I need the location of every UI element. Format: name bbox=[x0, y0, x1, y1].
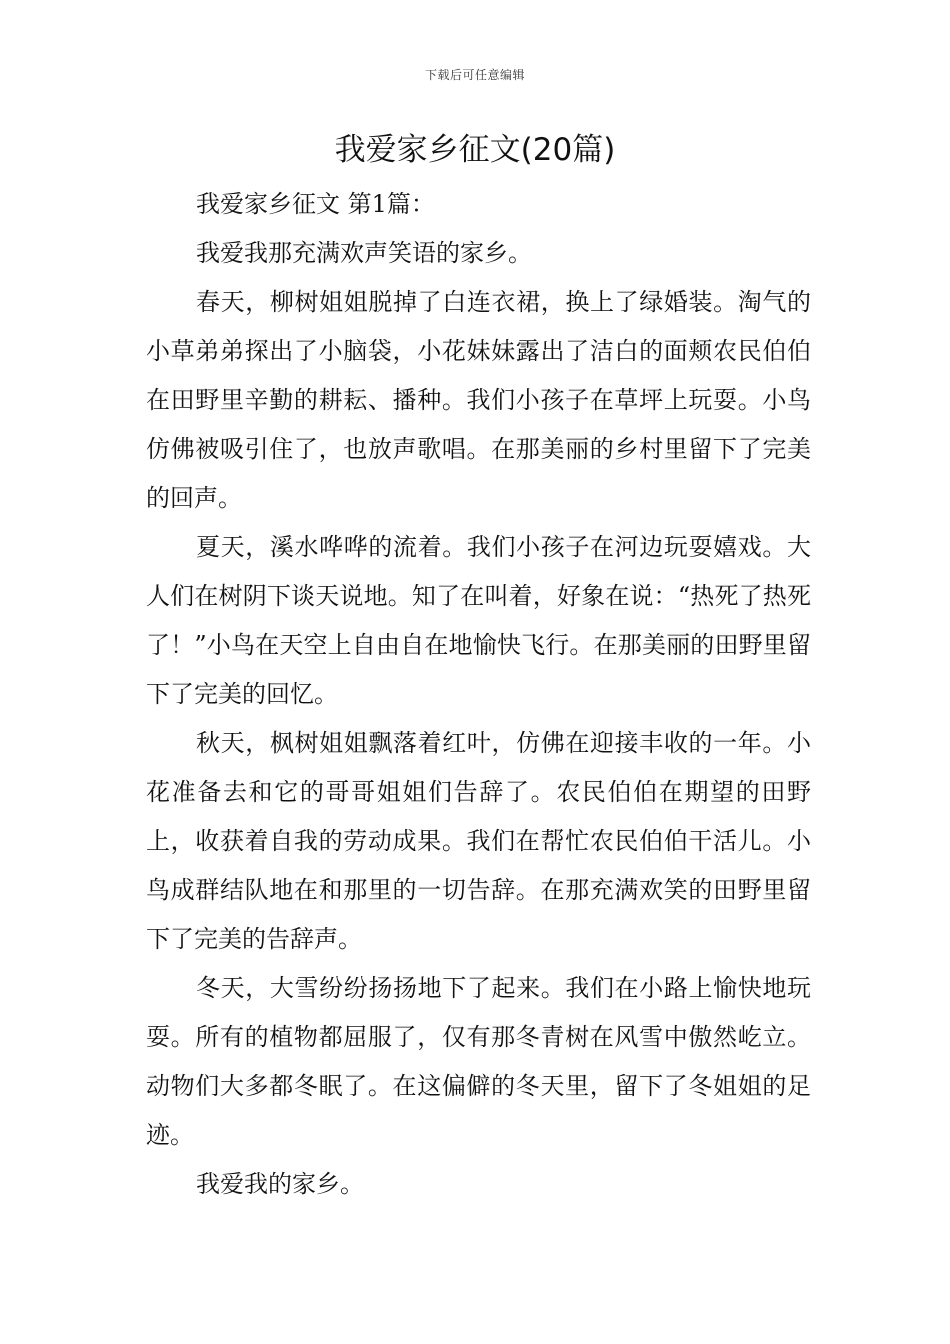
section-heading: 我爱家乡征文 第1篇： bbox=[196, 190, 435, 218]
paragraph-closing: 我爱我的家乡。 bbox=[196, 1170, 364, 1198]
paragraph-autumn: 秋天，枫树姐姐飘落着红叶，仿佛在迎接丰收的一年。小花准备去和它的哥哥姐姐们告辞了。农民伯伯在期望的田野上，收获着自我的劳动成果。我们在帮忙农民伯伯干活儿。小鸟成群结队地在和那里的一切告辞。在那充满欢笑的田野里留下了完美的告辞声。 bbox=[146, 729, 811, 953]
document-body bbox=[146, 180, 811, 1209]
paragraph-summer: 夏天，溪水哗哗的流着。我们小孩子在河边玩耍嬉戏。大人们在树阴下谈天说地。知了在叫着，好象在说：“热死了热死了！”小鸟在天空上自由自在地愉快飞行。在那美丽的田野里留下了完美的回忆。 bbox=[146, 533, 811, 708]
paragraph-spring: 春天，柳树姐姐脱掉了白连衣裙，换上了绿婚装。淘气的小草弟弟探出了小脑袋，小花妹妹露出了洁白的面颊农民伯伯在田野里辛勤的耕耘、播种。我们小孩子在草坪上玩耍。小鸟仿佛被吸引住了，也放声歌唱。在那美丽的乡村里留下了完美的回声。 bbox=[146, 288, 811, 512]
document-title: 我爱家乡征文(20篇) bbox=[334, 132, 616, 168]
paragraph-winter: 冬天，大雪纷纷扬扬地下了起来。我们在小路上愉快地玩耍。所有的植物都屈服了，仅有那冬青树在风雪中傲然屹立。动物们大多都冬眠了。在这偏僻的冬天里，留下了冬姐姐的足迹。 bbox=[146, 974, 811, 1149]
paragraph-intro: 我爱我那充满欢声笑语的家乡。 bbox=[196, 239, 532, 267]
header-note: 下载后可任意编辑 bbox=[424, 68, 525, 82]
